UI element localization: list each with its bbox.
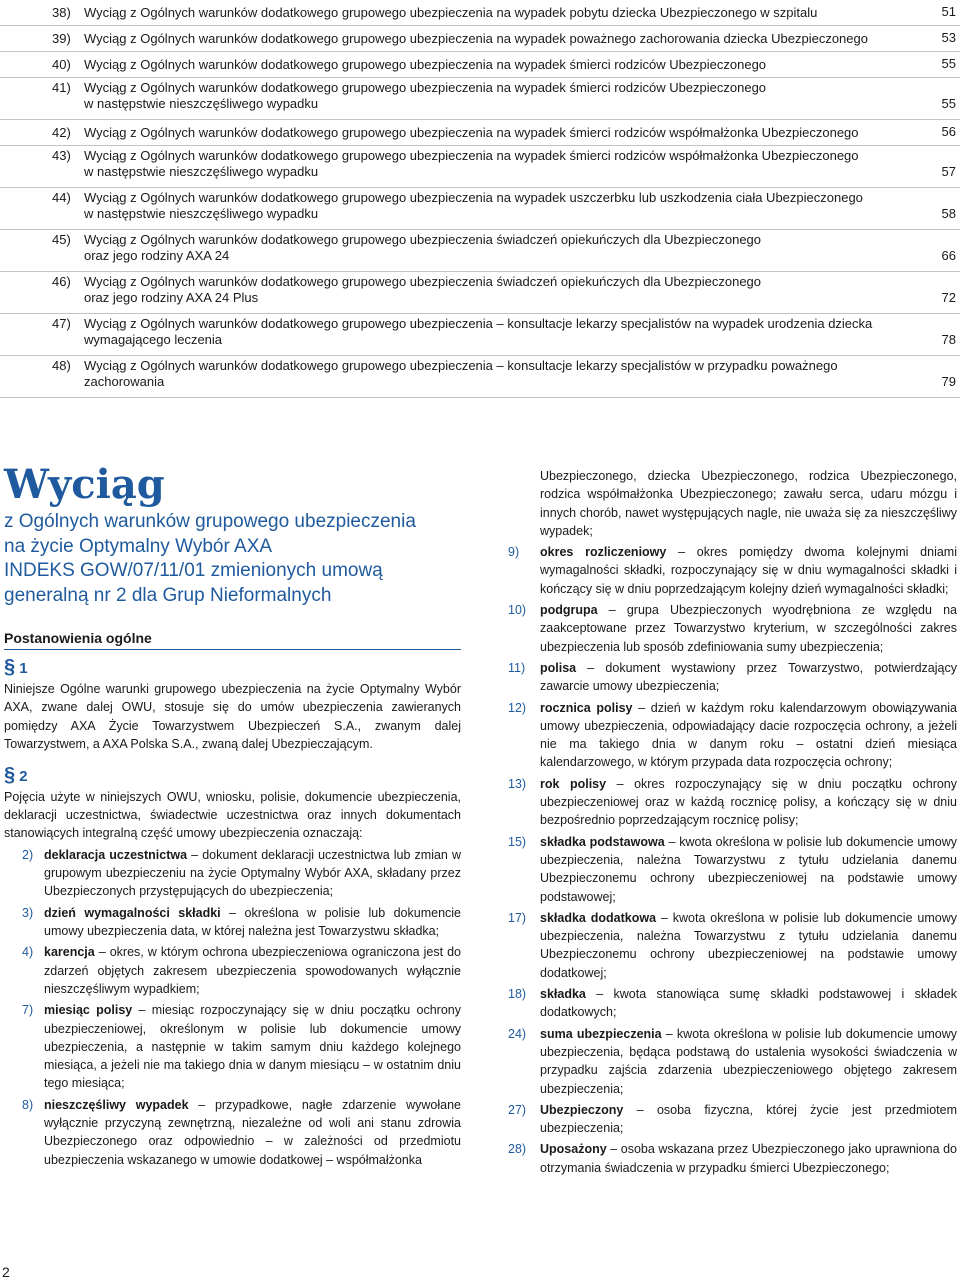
definition-text: – kwota stanowiąca sumę składki podstawowej i składek dodatkowych; bbox=[540, 987, 957, 1020]
subtitle-line: z Ogólnych warunków grupowego ubezpieczenia bbox=[4, 511, 416, 532]
paragraph-2-intro: Pojęcia użyte w niniejszych OWU, wniosku, polisie, dokumencie ubezpieczenia, deklaracji uczestnictwa, świadectwie uczestnictwa oraz innych dokumentach stanowiących integralną część umowy ubezpieczenia oznaczają: bbox=[4, 789, 461, 841]
definition-item bbox=[500, 1140, 957, 1177]
definition-number: 18) bbox=[508, 987, 527, 1002]
toc-entry-page: 72 bbox=[941, 290, 956, 305]
section-heading: Postanowienia ogólne bbox=[4, 630, 461, 650]
definition-term: składka bbox=[540, 987, 586, 1002]
toc-entry-text: w następstwie nieszczęśliwego wypadku bbox=[84, 164, 319, 179]
definition-text: – osoba wskazana przez Ubezpieczonego jako uprawniona do otrzymania świadczenia w przypadku śmierci Ubezpieczonego; bbox=[540, 1142, 957, 1175]
definition-term: suma ubezpieczenia bbox=[540, 1026, 662, 1041]
definition-number: 9) bbox=[508, 545, 520, 560]
toc-entry-text: Wyciąg z Ogólnych warunków dodatkowego grupowego ubezpieczenia na wypadek poważnego zachorowania dziecka Ubezpieczonego bbox=[84, 31, 868, 46]
definition-number: 15) bbox=[508, 834, 527, 849]
definition-item bbox=[4, 846, 461, 901]
toc-entry bbox=[0, 230, 960, 272]
toc-entry bbox=[0, 52, 960, 78]
toc-entry-page: 55 bbox=[941, 96, 956, 111]
toc-entry bbox=[0, 78, 960, 120]
definition-item bbox=[500, 1101, 957, 1138]
definition-number: 27) bbox=[508, 1102, 527, 1117]
toc-entry-page: 58 bbox=[941, 206, 956, 221]
toc-entry-text: Wyciąg z Ogólnych warunków dodatkowego grupowego ubezpieczenia – konsultacje lekarzy specjalistów w przypadku poważnego bbox=[84, 358, 838, 373]
definition-number: 3) bbox=[22, 905, 34, 920]
definition-number: 10) bbox=[508, 603, 527, 618]
toc-entry-number: 48) bbox=[52, 358, 71, 373]
subtitle-line: INDEKS GOW/07/11/01 zmienionych umową bbox=[4, 560, 383, 581]
definition-text: – określona w polisie lub dokumencie umowy ubezpieczenia data, w której należna jest Towarzystwu składka; bbox=[44, 905, 461, 939]
definition-text: – miesiąc rozpoczynający się w dniu początku ochrony ubezpieczeniowej, określonym w polisie lub dokumencie umowy ubezpieczenia, a następnie w takim samym dniu każdego kolejnego miesiąca, a jeżeli nie ma takiego dnia w danym miesiącu – w ostatnim dniu tego miesiąca; bbox=[44, 1003, 461, 1091]
toc-entry-text: Wyciąg z Ogólnych warunków dodatkowego grupowego ubezpieczenia na wypadek śmierci rodziców Ubezpieczonego bbox=[84, 80, 767, 95]
toc-entry-text: Wyciąg z Ogólnych warunków dodatkowego grupowego ubezpieczenia – konsultacje lekarzy specjalistów na wypadek urodzenia dziecka bbox=[84, 316, 873, 331]
page-number: 2 bbox=[2, 1264, 10, 1280]
subtitle-line: na życie Optymalny Wybór AXA bbox=[4, 535, 273, 557]
definition-list-left bbox=[4, 846, 461, 1169]
definition-term: składka dodatkowa bbox=[540, 910, 657, 925]
left-column bbox=[4, 462, 461, 1169]
paragraph-sign: § bbox=[4, 656, 16, 678]
definition-list-right bbox=[500, 543, 957, 1177]
definition-text: – grupa Ubezpieczonych wyodrębniona ze względu na zaakceptowane przez Towarzystwo kryterium, w szczególności zakres ubezpieczenia lub sposób zdefiniowania sumy ubezpieczenia; bbox=[540, 603, 957, 654]
definition-item bbox=[500, 699, 957, 772]
definition-item bbox=[500, 543, 957, 598]
toc-entry-text: Wyciąg z Ogólnych warunków dodatkowego grupowego ubezpieczenia na wypadek śmierci rodziców Ubezpieczonego bbox=[84, 57, 767, 72]
definition-number: 2) bbox=[22, 847, 34, 862]
definition-text: – dokument deklaracji uczestnictwa lub zmian w grupowym ubezpieczeniu na życie Optymalny Wybór AXA, składany przez Ubezpieczonych przystępujących do ubezpieczenia; bbox=[44, 847, 461, 899]
definition-item bbox=[500, 659, 957, 696]
definition-item bbox=[4, 1096, 461, 1169]
toc-entry-number: 45) bbox=[52, 232, 71, 247]
paragraph-number: 1 bbox=[19, 660, 28, 677]
toc-entry bbox=[0, 272, 960, 314]
definition-number: 8) bbox=[22, 1097, 34, 1112]
definition-text: – osoba fizyczna, której życie jest przedmiotem ubezpieczenia; bbox=[540, 1102, 957, 1136]
toc-entry-page: 66 bbox=[941, 248, 956, 263]
toc-entry-text: wymagającego leczenia bbox=[84, 332, 223, 347]
definition-item bbox=[500, 1025, 957, 1098]
toc-entry-text: zachorowania bbox=[84, 374, 165, 389]
definition-item bbox=[500, 985, 957, 1022]
toc-entry bbox=[0, 26, 960, 52]
toc-entry bbox=[0, 314, 960, 356]
definition-term: okres rozliczeniowy bbox=[540, 545, 667, 560]
definition-term: podgrupa bbox=[540, 603, 598, 618]
toc-entry bbox=[0, 356, 960, 398]
definition-text: – okres rozpoczynający się w dniu początku ochrony ubezpieczeniowej oraz w każdą rocznicę polisy, a kończący się w dniu bezpośrednio poprzedzającym rocznicę polisy; bbox=[540, 776, 958, 828]
definition-text: – dokument wystawiony przez Towarzystwo, potwierdzający zawarcie umowy ubezpieczenia; bbox=[540, 660, 957, 694]
toc-entry-number: 44) bbox=[52, 190, 71, 205]
toc-entry-text: Wyciąg z Ogólnych warunków dodatkowego grupowego ubezpieczenia na wypadek śmierci rodziców współmałżonka Ubezpieczonego bbox=[84, 125, 859, 140]
toc-entry bbox=[0, 146, 960, 188]
paragraph-number: 2 bbox=[19, 767, 28, 785]
toc-entry-page: 57 bbox=[941, 164, 956, 179]
definition-text: – kwota określona w polisie lub dokumencie umowy ubezpieczenia, należna Towarzystwu z tytułu udzielania danemu Ubezpieczonemu ochrony ubezpieczeniowej na podstawie umowy podstawowej; bbox=[540, 834, 957, 904]
definition-number: 17) bbox=[508, 910, 527, 925]
definition-item bbox=[4, 943, 461, 998]
subtitle-line: generalną nr 2 dla Grup Nieformalnych bbox=[4, 584, 332, 606]
right-column bbox=[500, 467, 957, 1177]
toc-entry-number: 47) bbox=[52, 316, 71, 331]
definition-term: rok polisy bbox=[540, 776, 607, 791]
definition-text: – kwota określona w polisie lub dokumencie umowy ubezpieczenia, należna Towarzystwu z tytułu udzielania danemu Ubezpieczonemu ochrony ubezpieczeniowej na podstawie umowy dodatkowej; bbox=[540, 910, 957, 980]
toc-entry-page: 56 bbox=[941, 124, 956, 139]
definition-term: miesiąc polisy bbox=[44, 1003, 133, 1018]
paragraph-1-heading bbox=[4, 658, 461, 678]
definition-number: 12) bbox=[508, 700, 527, 715]
toc-entry-number: 43) bbox=[52, 148, 71, 163]
toc-list bbox=[0, 0, 960, 398]
definition-term: Ubezpieczony bbox=[540, 1102, 624, 1117]
toc-entry-number: 38) bbox=[52, 5, 71, 20]
toc-entry-text: w następstwie nieszczęśliwego wypadku bbox=[84, 96, 319, 111]
definition-term: nieszczęśliwy wypadek bbox=[44, 1097, 189, 1112]
toc-entry-number: 41) bbox=[52, 80, 71, 95]
definition-text: – okres, w którym ochrona ubezpieczeniowa ograniczona jest do zdarzeń objętych zakresem ubezpieczenia spowodowanych wyłącznie nieszczęśliwym wypadkiem; bbox=[44, 945, 461, 996]
document-subtitle bbox=[4, 510, 461, 608]
toc-entry-number: 42) bbox=[52, 125, 71, 140]
definition-term: Uposażony bbox=[540, 1142, 607, 1157]
definition-text: – kwota określona w polisie lub dokumencie umowy ubezpieczenia, będąca podstawą do ustalenia wysokości świadczenia w przypadku zajścia zdarzenia ubezpieczeniowego objętego zakresem ubezpieczenia; bbox=[540, 1026, 958, 1096]
definition-item bbox=[4, 1001, 461, 1092]
definition-item bbox=[500, 775, 957, 830]
paragraph-sign: § bbox=[4, 763, 16, 786]
definition-text: – dzień w każdym roku kalendarzowym obowiązywania umowy ubezpieczenia, odpowiadający dacie rozpoczęcia ochrony, a jeżeli nie ma takiego dnia w danym roku – ostatni dzień miesiąca kalendarzowego, w którym przypada data rozpoczęcia ochrony; bbox=[540, 700, 957, 770]
toc-entry-text: oraz jego rodziny AXA 24 Plus bbox=[84, 290, 259, 305]
toc-entry-page: 53 bbox=[941, 30, 956, 45]
definition-term: rocznica polisy bbox=[540, 700, 633, 715]
definition-number: 24) bbox=[508, 1026, 527, 1041]
toc-entry-number: 39) bbox=[52, 31, 71, 46]
definition-term: deklaracja uczestnictwa bbox=[44, 847, 188, 862]
definition-item bbox=[500, 909, 957, 982]
toc-entry-page: 78 bbox=[941, 332, 956, 347]
definition-number: 11) bbox=[508, 660, 526, 675]
toc-entry-number: 46) bbox=[52, 274, 71, 289]
paragraph-1-text: Niniejsze Ogólne warunki grupowego ubezpieczenia na życie Optymalny Wybór AXA, zwane dalej OWU, stosuje się do umów ubezpieczenia zawieranych pomiędzy AXA Życie Towarzystwem Ubezpieczeń S.A., zwanym dalej Towarzystwem, a AXA Polska S.A., zwaną dalej Ubezpieczającym. bbox=[4, 682, 461, 752]
definition-term: składka podstawowa bbox=[540, 834, 665, 849]
definition-item bbox=[500, 601, 957, 656]
toc-entry-text: Wyciąg z Ogólnych warunków dodatkowego grupowego ubezpieczenia na wypadek uszczerbku lub uszkodzenia ciała Ubezpieczonego bbox=[84, 190, 863, 205]
definition-item bbox=[500, 833, 957, 906]
toc-entry-text: Wyciąg z Ogólnych warunków dodatkowego grupowego ubezpieczenia świadczeń opiekuńczych dla Ubezpieczonego bbox=[84, 274, 762, 289]
definition-term: karencja bbox=[44, 945, 95, 960]
toc-entry-number: 40) bbox=[52, 57, 71, 72]
toc-entry bbox=[0, 0, 960, 26]
toc-entry-page: 79 bbox=[941, 374, 956, 389]
definition-text: – okres pomiędzy dwoma kolejnymi dniami wymagalności składki, rozpoczynający się w dniu wymagalności składki i kończący się w dniu poprzedzającym kolejny dzień wymagalności składki; bbox=[540, 545, 957, 596]
document-title: Wyciąg bbox=[4, 461, 165, 508]
definition-item bbox=[4, 904, 461, 941]
toc-entry-text: w następstwie nieszczęśliwego wypadku bbox=[84, 206, 319, 221]
paragraph-2-heading bbox=[4, 763, 461, 786]
toc-entry-text: Wyciąg z Ogólnych warunków dodatkowego grupowego ubezpieczenia na wypadek pobytu dziecka Ubezpieczonego w szpitalu bbox=[84, 5, 818, 20]
toc-entry-text: oraz jego rodziny AXA 24 bbox=[84, 248, 230, 263]
toc-entry bbox=[0, 120, 960, 146]
toc-entry bbox=[0, 188, 960, 230]
toc-entry-text: Wyciąg z Ogólnych warunków dodatkowego grupowego ubezpieczenia świadczeń opiekuńczych dla Ubezpieczonego bbox=[84, 232, 762, 247]
definition-number: 13) bbox=[508, 776, 527, 791]
toc-entry-page: 55 bbox=[941, 56, 956, 71]
definition-number: 7) bbox=[22, 1003, 34, 1018]
toc-entry-page: 51 bbox=[941, 4, 956, 19]
definition-number: 28) bbox=[508, 1142, 527, 1157]
definition-text: – przypadkowe, nagłe zdarzenie wywołane wyłącznie przyczyną zewnętrzną, niezależne od woli ani stanu zdrowia Ubezpieczonego oraz odpowiednio – w zależności od przedmiotu ubezpieczenia wskazanego w umowie dodatkowej – współmałżonka bbox=[44, 1097, 461, 1167]
definition-number: 4) bbox=[22, 945, 34, 960]
definition-term: dzień wymagalności składki bbox=[44, 905, 221, 920]
definition-continuation: Ubezpieczonego, dziecka Ubezpieczonego, rodzica Ubezpieczonego, rodzica współmałżonka Ubezpieczonego; zawału serca, udaru mózgu i innych chorób, nawet występujących nagle, nie uważa się za nieszczęśliwy wypadek; bbox=[540, 469, 957, 538]
toc-entry-text: Wyciąg z Ogólnych warunków dodatkowego grupowego ubezpieczenia na wypadek śmierci rodziców współmałżonka Ubezpieczonego bbox=[84, 148, 859, 163]
definition-term: polisa bbox=[540, 660, 577, 675]
